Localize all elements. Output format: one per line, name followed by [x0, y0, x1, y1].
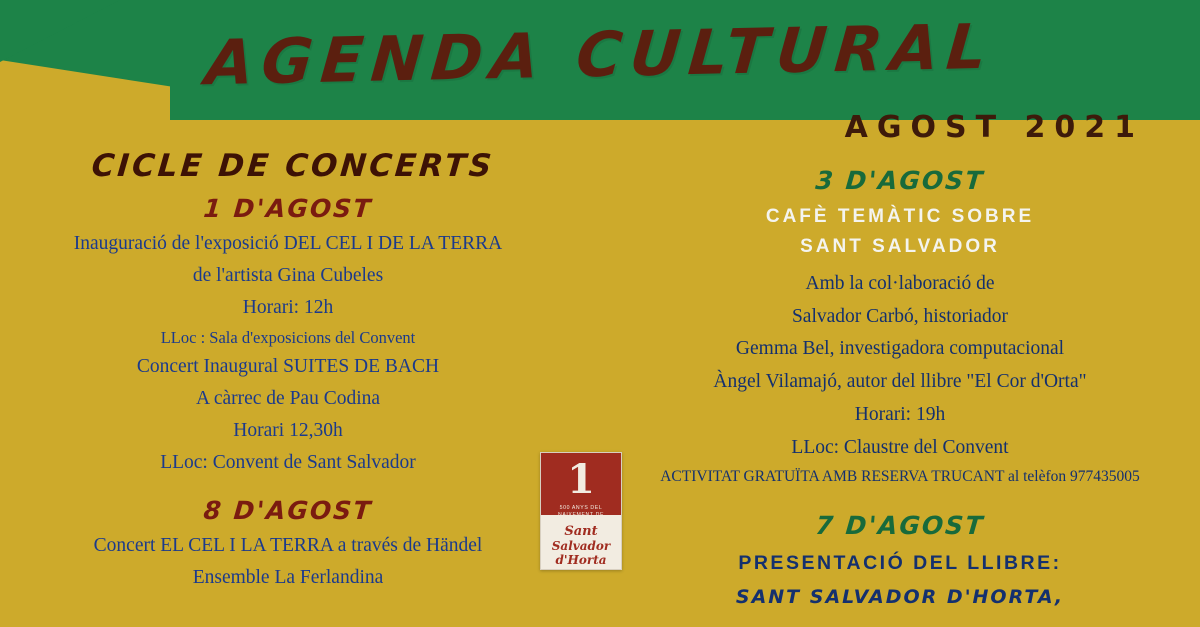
logo-numeral: 1: [567, 456, 595, 503]
date-heading-1-agost: 1 D'AGOST: [202, 194, 374, 223]
event-block-7-agost: [620, 493, 1180, 616]
event-line: Salvador Carbó, historiador: [791, 305, 1009, 327]
event-line: LLoc: Convent de Sant Salvador: [160, 452, 416, 474]
event-line: de l'artista Gina Cubeles: [192, 264, 384, 286]
event-reservation-note: ACTIVITAT GRATUÏTA AMB RESERVA TRUCANT al telèfon 977435005: [660, 468, 1140, 486]
event-heading-line: SANT SALVADOR: [800, 235, 1000, 257]
event-block-3-agost: [620, 166, 1180, 488]
section-title-concerts: CICLE DE CONCERTS: [90, 148, 496, 184]
event-line: A càrrec de Pau Codina: [195, 388, 381, 410]
event-line: Concert EL CEL I LA TERRA a través de Händel: [93, 535, 483, 557]
event-line: Horari 12,30h: [233, 420, 343, 442]
event-block-1-agost: [8, 194, 568, 477]
date-heading-3-agost: 3 D'AGOST: [814, 166, 986, 195]
event-line: Concert Inaugural SUITES DE BACH: [136, 356, 440, 378]
logo-name-line-3: d'Horta: [555, 552, 607, 567]
event-line: Gemma Bel, investigadora computacional: [735, 338, 1065, 360]
event-block-8-agost: [8, 482, 568, 597]
event-line: Amb la col·laboració de: [805, 273, 995, 295]
event-heading-line: CAFÈ TEMÀTIC SOBRE: [765, 206, 1035, 227]
event-line: Horari: 19h: [854, 403, 946, 425]
event-line: Horari: 12h: [242, 296, 334, 318]
date-heading-7-agost: 7 D'AGOST: [814, 511, 986, 541]
anniversary-logo: [540, 452, 622, 570]
event-line: Ensemble La Ferlandina: [192, 567, 384, 589]
page-title: AGENDA CULTURAL: [202, 9, 998, 100]
left-column: [8, 148, 568, 597]
date-heading-8-agost: 8 D'AGOST: [202, 496, 374, 526]
logo-top-text: 500 ANYS DEL NAIXEMENT DE: [557, 505, 605, 519]
event-line: LLoc: Claustre del Convent: [791, 436, 1009, 458]
logo-name-line-1: Sant: [564, 524, 598, 539]
book-title: SANT SALVADOR D'HORTA,: [735, 585, 1065, 608]
month-year-label: AGOST 2021: [844, 110, 1144, 145]
event-line: Inauguració de l'exposició DEL CEL I DE LA TERRA: [73, 233, 503, 254]
logo-name: [541, 525, 621, 568]
logo-name-line-2: Salvador: [551, 538, 611, 553]
event-line: LLoc : Sala d'exposicions del Convent: [160, 327, 416, 347]
event-line: Àngel Vilamajó, autor del llibre "El Cor d'Orta": [713, 371, 1087, 393]
event-heading-line: PRESENTACIÓ DEL LLIBRE:: [738, 552, 1062, 575]
right-column: [620, 148, 1180, 616]
